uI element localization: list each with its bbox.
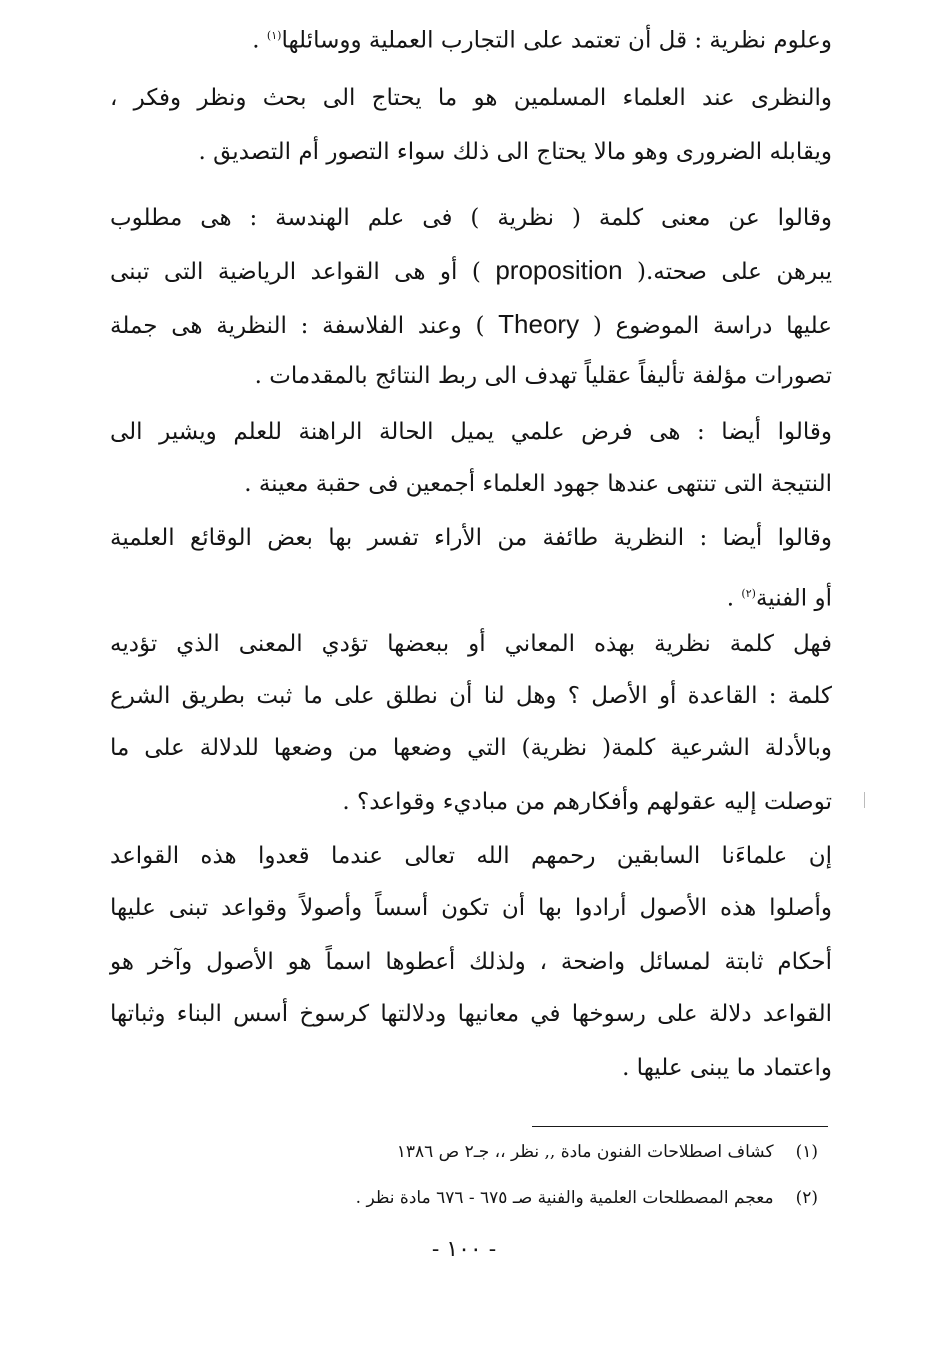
footnote-text: معجم المصطلحات العلمية والفنية صـ ٦٧٥ - ٦٧٦ مادة نظر . <box>355 1188 774 1208</box>
body-line: إن علماءَنا السابقين رحمهم الله تعالى عندما قعدوا هذه القواعد <box>110 843 832 869</box>
body-line: كلمة : القاعدة أو الأصل ؟ وهل لنا أن نطلق على ما ثبت بطريق الشرع <box>110 683 832 709</box>
body-line: وقالوا عن معنى كلمة ( نظرية ) فى علم الهندسة : هى مطلوب <box>110 205 832 231</box>
page-number: - ١٠٠ - <box>431 1237 497 1262</box>
footnote-marker[interactable]: (١) <box>266 29 282 42</box>
body-line: والنظرى عند العلماء المسلمين هو ما يحتاج الى بحث ونظر وفكر ، <box>110 85 832 111</box>
body-line <box>110 304 832 344</box>
footnote-separator <box>532 1126 828 1127</box>
line-end: . <box>252 27 267 54</box>
line-text: ) وعند الفلاسفة : النظرية هى جملة <box>110 313 485 339</box>
footnote-text: كشاف اصطلاحات الفنون مادة ,, نظر ،، جـ٢ ص ١٣٨٦ <box>396 1142 774 1162</box>
body-line: فهل كلمة نظرية بهذه المعاني أو ببعضها تؤدي المعنى الذي تؤديه <box>110 631 832 657</box>
footnote <box>356 1184 818 1212</box>
body-line: وبالأدلة الشرعية كلمة( نظرية) التي وضعها من وضعها للدلالة على ما <box>110 735 832 761</box>
body-line: تصورات مؤلفة تأليفاً عقلياً تهدف الى ربط النتائج بالمقدمات . <box>254 363 832 389</box>
body-line <box>727 574 832 614</box>
line-end: . <box>726 585 742 612</box>
body-line: أحكام ثابتة لمسائل واضحة ، ولذلك أعطوها اسماً هو الأصول وآخر هو <box>110 949 832 975</box>
line-text: وعلوم نظرية : قل أن تعتمد على التجارب العملية ووسائلها <box>281 27 832 54</box>
body-line: النتيجة التى تنتهى عندها جهود العلماء أجمعين فى حقبة معينة . <box>244 471 832 497</box>
body-line: القواعد دلالة على رسوخها في معانيها ودلالتها كرسوخ أسس البناء وثباتها <box>110 1001 832 1027</box>
body-line: ويقابله الضرورى وهو مالا يحتاج الى ذلك سواء التصور أم التصديق . <box>198 139 832 165</box>
body-line: توصلت إليه عقولهم وأفكارهم من مباديء وقواعد؟ . <box>342 789 832 815</box>
body-line: واعتماد ما يبنى عليها . <box>622 1055 832 1081</box>
body-line: وقالوا أيضا : النظرية طائفة من الأراء تفسر بها بعض الوقائع العلمية <box>110 525 832 551</box>
footnote <box>397 1138 818 1166</box>
body-line: وأصلوا هذه الأصول أرادوا بها أن تكون أسساً وأصولاً وقواعد تبنى عليها <box>110 895 832 921</box>
footnote-marker[interactable]: (٢) <box>741 587 756 600</box>
body-line <box>252 16 832 56</box>
body-line <box>110 250 832 290</box>
scan-mark <box>864 792 865 808</box>
footnote-number: (٢) <box>795 1188 818 1208</box>
body-line: وقالوا أيضا : هى فرض علمي يميل الحالة الراهنة للعلم ويشير الى <box>110 419 832 445</box>
line-text: عليها دراسة الموضوع ( <box>592 313 832 339</box>
line-text: يبرهن على صحته.( <box>637 259 833 285</box>
latin-term: proposition <box>495 255 623 285</box>
latin-term: Theory <box>498 309 580 339</box>
line-text: ) أو هى القواعد الرياضية التى تبنى <box>110 259 481 285</box>
line-text: أو الفنية <box>755 585 832 612</box>
footnote-number: (١) <box>795 1142 818 1162</box>
